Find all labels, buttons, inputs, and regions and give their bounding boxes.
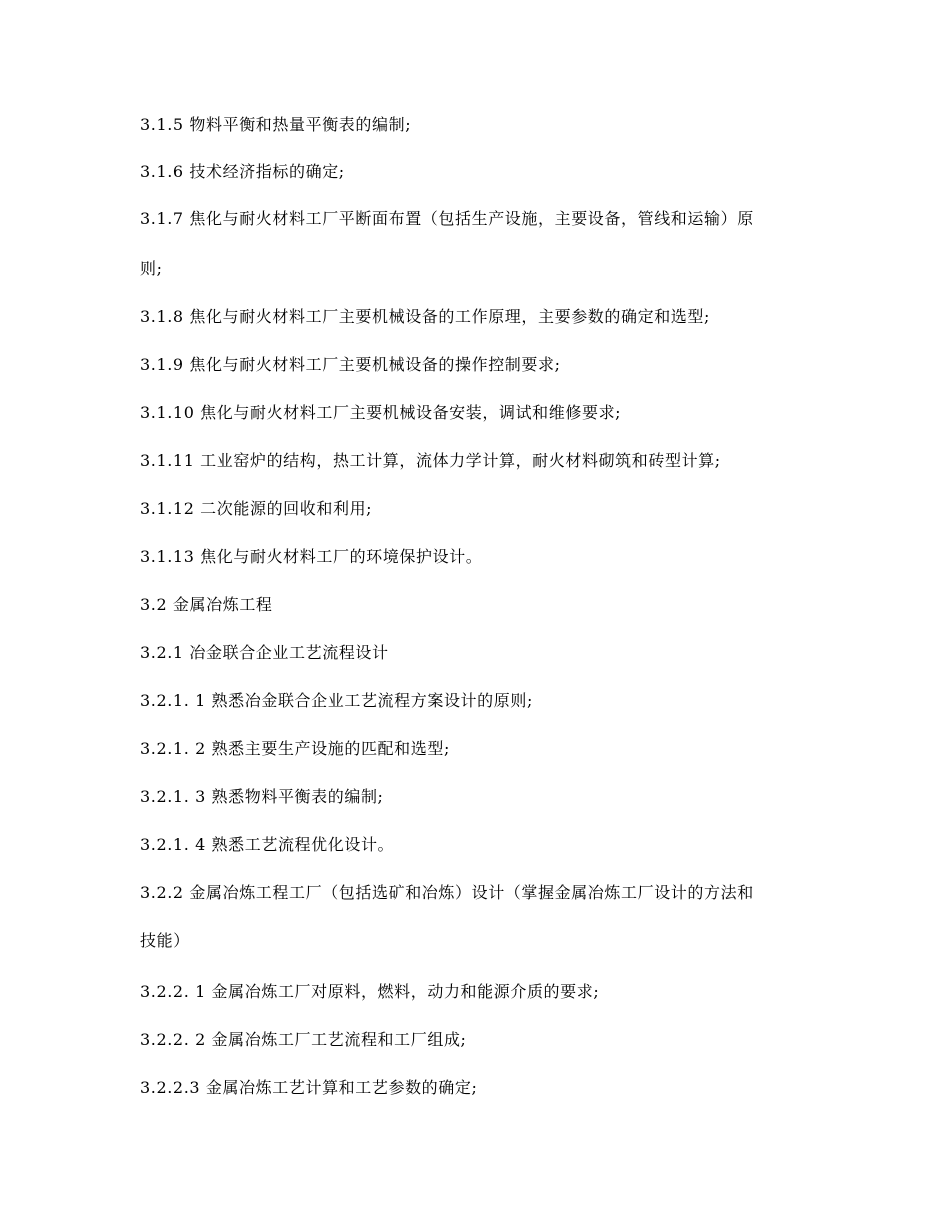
paragraph-3-2-2-3: 3.2.2.3 金属冶炼工艺计算和工艺参数的确定; <box>140 1078 478 1097</box>
paragraph-3-2-1-1: 3.2.1. 1 熟悉冶金联合企业工艺流程方案设计的原则; <box>140 691 533 710</box>
paragraph-3-1-11: 3.1.11 工业窑炉的结构，热工计算，流体力学计算，耐火材料砌筑和砖型计算; <box>140 451 721 470</box>
subsection-heading-3-2-2: 3.2.2 金属冶炼工程工厂（包括选矿和冶炼）设计（掌握金属冶炼工厂设计的方法和 <box>140 883 754 902</box>
paragraph-3-1-13: 3.1.13 焦化与耐火材料工厂的环境保护设计。 <box>140 547 483 566</box>
paragraph-3-2-2-1: 3.2.2. 1 金属冶炼工厂对原料，燃料，动力和能源介质的要求; <box>140 982 600 1001</box>
paragraph-3-1-8: 3.1.8 焦化与耐火材料工厂主要机械设备的工作原理，主要参数的确定和选型; <box>140 307 710 326</box>
paragraph-3-1-7: 3.1.7 焦化与耐火材料工厂平断面布置（包括生产设施，主要设备，管线和运输）原 <box>140 209 754 228</box>
paragraph-3-1-6: 3.1.6 技术经济指标的确定; <box>140 162 345 181</box>
subsection-heading-3-2-1: 3.2.1 冶金联合企业工艺流程设计 <box>140 643 389 662</box>
section-heading-3-2: 3.2 金属冶炼工程 <box>140 595 273 614</box>
paragraph-3-1-10: 3.1.10 焦化与耐火材料工厂主要机械设备安装，调试和维修要求; <box>140 403 622 422</box>
paragraph-3-1-9: 3.1.9 焦化与耐火材料工厂主要机械设备的操作控制要求; <box>140 355 561 374</box>
paragraph-3-2-2-2: 3.2.2. 2 金属冶炼工厂工艺流程和工厂组成; <box>140 1030 467 1049</box>
paragraph-3-2-1-3: 3.2.1. 3 熟悉物料平衡表的编制; <box>140 787 384 806</box>
paragraph-3-1-12: 3.1.12 二次能源的回收和利用; <box>140 499 373 518</box>
subsection-heading-3-2-2-continuation: 技能） <box>140 931 190 950</box>
paragraph-3-1-5: 3.1.5 物料平衡和热量平衡表的编制; <box>140 115 412 134</box>
paragraph-3-2-1-4: 3.2.1. 4 熟悉工艺流程优化设计。 <box>140 835 395 854</box>
paragraph-3-2-1-2: 3.2.1. 2 熟悉主要生产设施的匹配和选型; <box>140 739 450 758</box>
paragraph-3-1-7-continuation: 则; <box>140 259 163 278</box>
